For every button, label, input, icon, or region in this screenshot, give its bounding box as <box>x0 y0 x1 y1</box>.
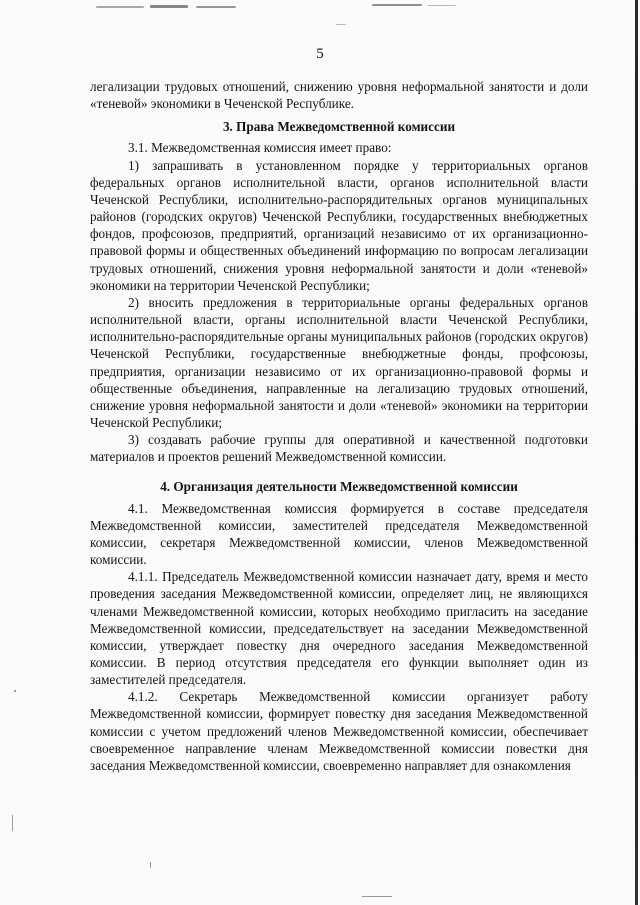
paragraph-3-1-item-2: 2) вносить предложения в территориальные органы федеральных органов исполнительной власти, органы исполнительной власти Чеченской Республики, исполнительно-распорядительные органы муниципальных районов (городских округов) Чеченской Республики, государственные внебюджетные фонды, профсоюзы, предприятия, организации независимо от их организационно-правовой формы и общественные объединения, направленные на легализацию трудовых отношений, снижение уровня неформальной занятости и доли «теневой» экономики на территории Чеченской Республики; <box>90 294 588 430</box>
scan-artifact <box>96 6 144 8</box>
document-body <box>90 78 588 774</box>
paragraph-4-1-2: 4.1.2. Секретарь Межведомственной комиссии организует работу Межведомственной комиссии, формирует повестку дня заседания Межведомственной комиссии с учетом предложений членов Межведомственной комиссии, обеспечивает своевременное направление членам Межведомственной комиссии повестки дня заседания Межведомственной комиссии, своевременно направляет для ознакомления <box>90 689 588 773</box>
scan-artifact <box>362 896 392 897</box>
paragraph-3-1: 3.1. Межведомственная комиссия имеет право: <box>128 140 392 156</box>
section-3-heading: 3. Права Межведомственной комиссии <box>222 119 456 135</box>
scan-artifact <box>150 5 188 8</box>
scan-artifact <box>12 815 13 831</box>
paragraph-4-1: 4.1. Межведомственная комиссия формируется в составе председателя Межведомственной комиссии, заместителей председателя Межведомственной комиссии, секретаря Межведомственной комиссии, членов Межведомственной комиссии. <box>90 500 588 568</box>
scan-artifact <box>372 4 422 6</box>
scan-edge <box>635 0 638 905</box>
page-number: 5 <box>316 46 324 62</box>
scan-artifact <box>14 690 16 692</box>
intro-paragraph: легализации трудовых отношений, снижению уровня неформальной занятости и доли «теневой» экономики в Чеченской Республике. <box>90 79 588 112</box>
paragraph-3-1-item-3: 3) создавать рабочие группы для оперативной и качественной подготовки материалов и проектов решений Межведомственной комиссии. <box>90 432 588 465</box>
scan-artifact <box>428 5 456 6</box>
scan-artifact <box>150 862 151 868</box>
scan-artifact <box>336 24 346 25</box>
section-4-heading: 4. Организация деятельности Межведомственной комиссии <box>160 479 518 495</box>
paragraph-4-1-1: 4.1.1. Председатель Межведомственной комиссии назначает дату, время и место проведения заседания Межведомственной комиссии, определяет лиц, не являющихся членами Межведомственной комиссии, которых необходимо пригласить на заседание Межведомственной комиссии, председательствует на заседании Межведомственной комиссии, утверждает повестку дня очередного заседания Межведомственной комиссии. В период отсутствия председателя его функции выполняет один из заместителей председателя. <box>90 569 588 688</box>
paragraph-3-1-item-1: 1) запрашивать в установленном порядке у территориальных органов федеральных органов исполнительной власти, органов исполнительной власти Чеченской Республики, исполнительно-распорядительных органов муниципальных районов (городских округов) Чеченской Республики, государственных внебюджетных фондов, профсоюзов, предприятий, организаций независимо от их организационно-правовой формы и общественных объединений информацию по вопросам легализации трудовых отношений, снижения уровня неформальной занятости и доли «теневой» экономики на территории Чеченской Республики; <box>90 157 588 293</box>
scan-artifact <box>196 6 236 8</box>
